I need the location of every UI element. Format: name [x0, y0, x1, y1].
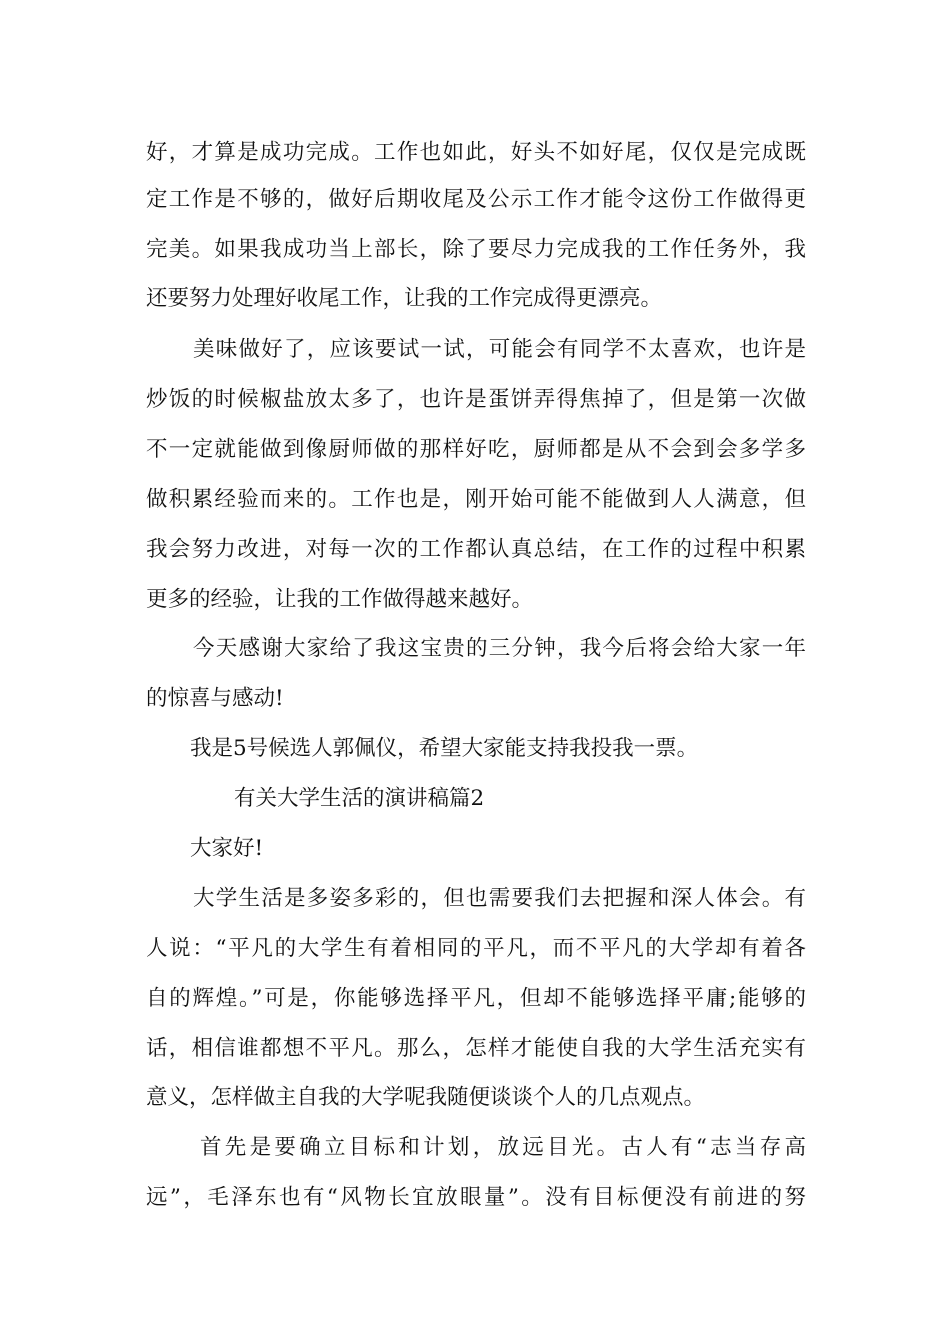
paragraph-line: 美味做好了，应该要试一试，可能会有同学不太喜欢，也许是	[193, 337, 806, 362]
paragraph-line: 不一定就能做到像厨师做的那样好吃，厨师都是从不会到会多学多	[146, 437, 806, 462]
paragraph-line: 的惊喜与感动!	[146, 686, 284, 711]
paragraph-line: 更多的经验，让我的工作做得越来越好。	[146, 587, 534, 612]
paragraph-line: 定工作是不够的，做好后期收尾及公示工作才能令这份工作做得更	[146, 187, 806, 212]
section-heading: 有关大学生活的演讲稿篇2	[234, 786, 485, 811]
paragraph-line: 炒饭的时候椒盐放太多了，也许是蛋饼弄得焦掉了，但是第一次做	[146, 387, 806, 412]
paragraph-line: 完美。如果我成功当上部长，除了要尽力完成我的工作任务外，我	[146, 237, 806, 262]
paragraph-line: 意义，怎样做主自我的大学呢我随便谈谈个人的几点观点。	[146, 1085, 706, 1110]
paragraph-line: 人说：“平凡的大学生有着相同的平凡，而不平凡的大学却有着各	[146, 936, 806, 961]
paragraph-line: 做积累经验而来的。工作也是，刚开始可能不能做到人人满意，但	[146, 487, 806, 512]
paragraph-line: 还要努力处理好收尾工作，让我的工作完成得更漂亮。	[146, 286, 663, 311]
greeting: 大家好!	[190, 836, 264, 861]
paragraph-line: 好，才算是成功完成。工作也如此，好头不如好尾，仅仅是完成既	[146, 140, 806, 165]
paragraph-line: 我会努力改进，对每一次的工作都认真总结，在工作的过程中积累	[146, 537, 806, 562]
paragraph-line: 话，相信谁都想不平凡。那么，怎样才能使自我的大学生活充实有	[146, 1036, 806, 1061]
paragraph-line: 自的辉煌。”可是，你能够选择平凡，但却不能够选择平庸;能够的	[146, 986, 806, 1011]
paragraph-line: 首先是要确立目标和计划，放远目光。古人有“志当存高	[200, 1135, 806, 1160]
candidate-line: 我是5号候选人郭佩仪，希望大家能支持我投我一票。	[190, 736, 699, 761]
paragraph-line: 大学生活是多姿多彩的，但也需要我们去把握和深人体会。有	[193, 886, 806, 911]
paragraph-line: 远”，毛泽东也有“风物长宜放眼量”。没有目标便没有前进的努	[146, 1185, 806, 1210]
paragraph-line: 今天感谢大家给了我这宝贵的三分钟，我今后将会给大家一年	[193, 636, 806, 661]
